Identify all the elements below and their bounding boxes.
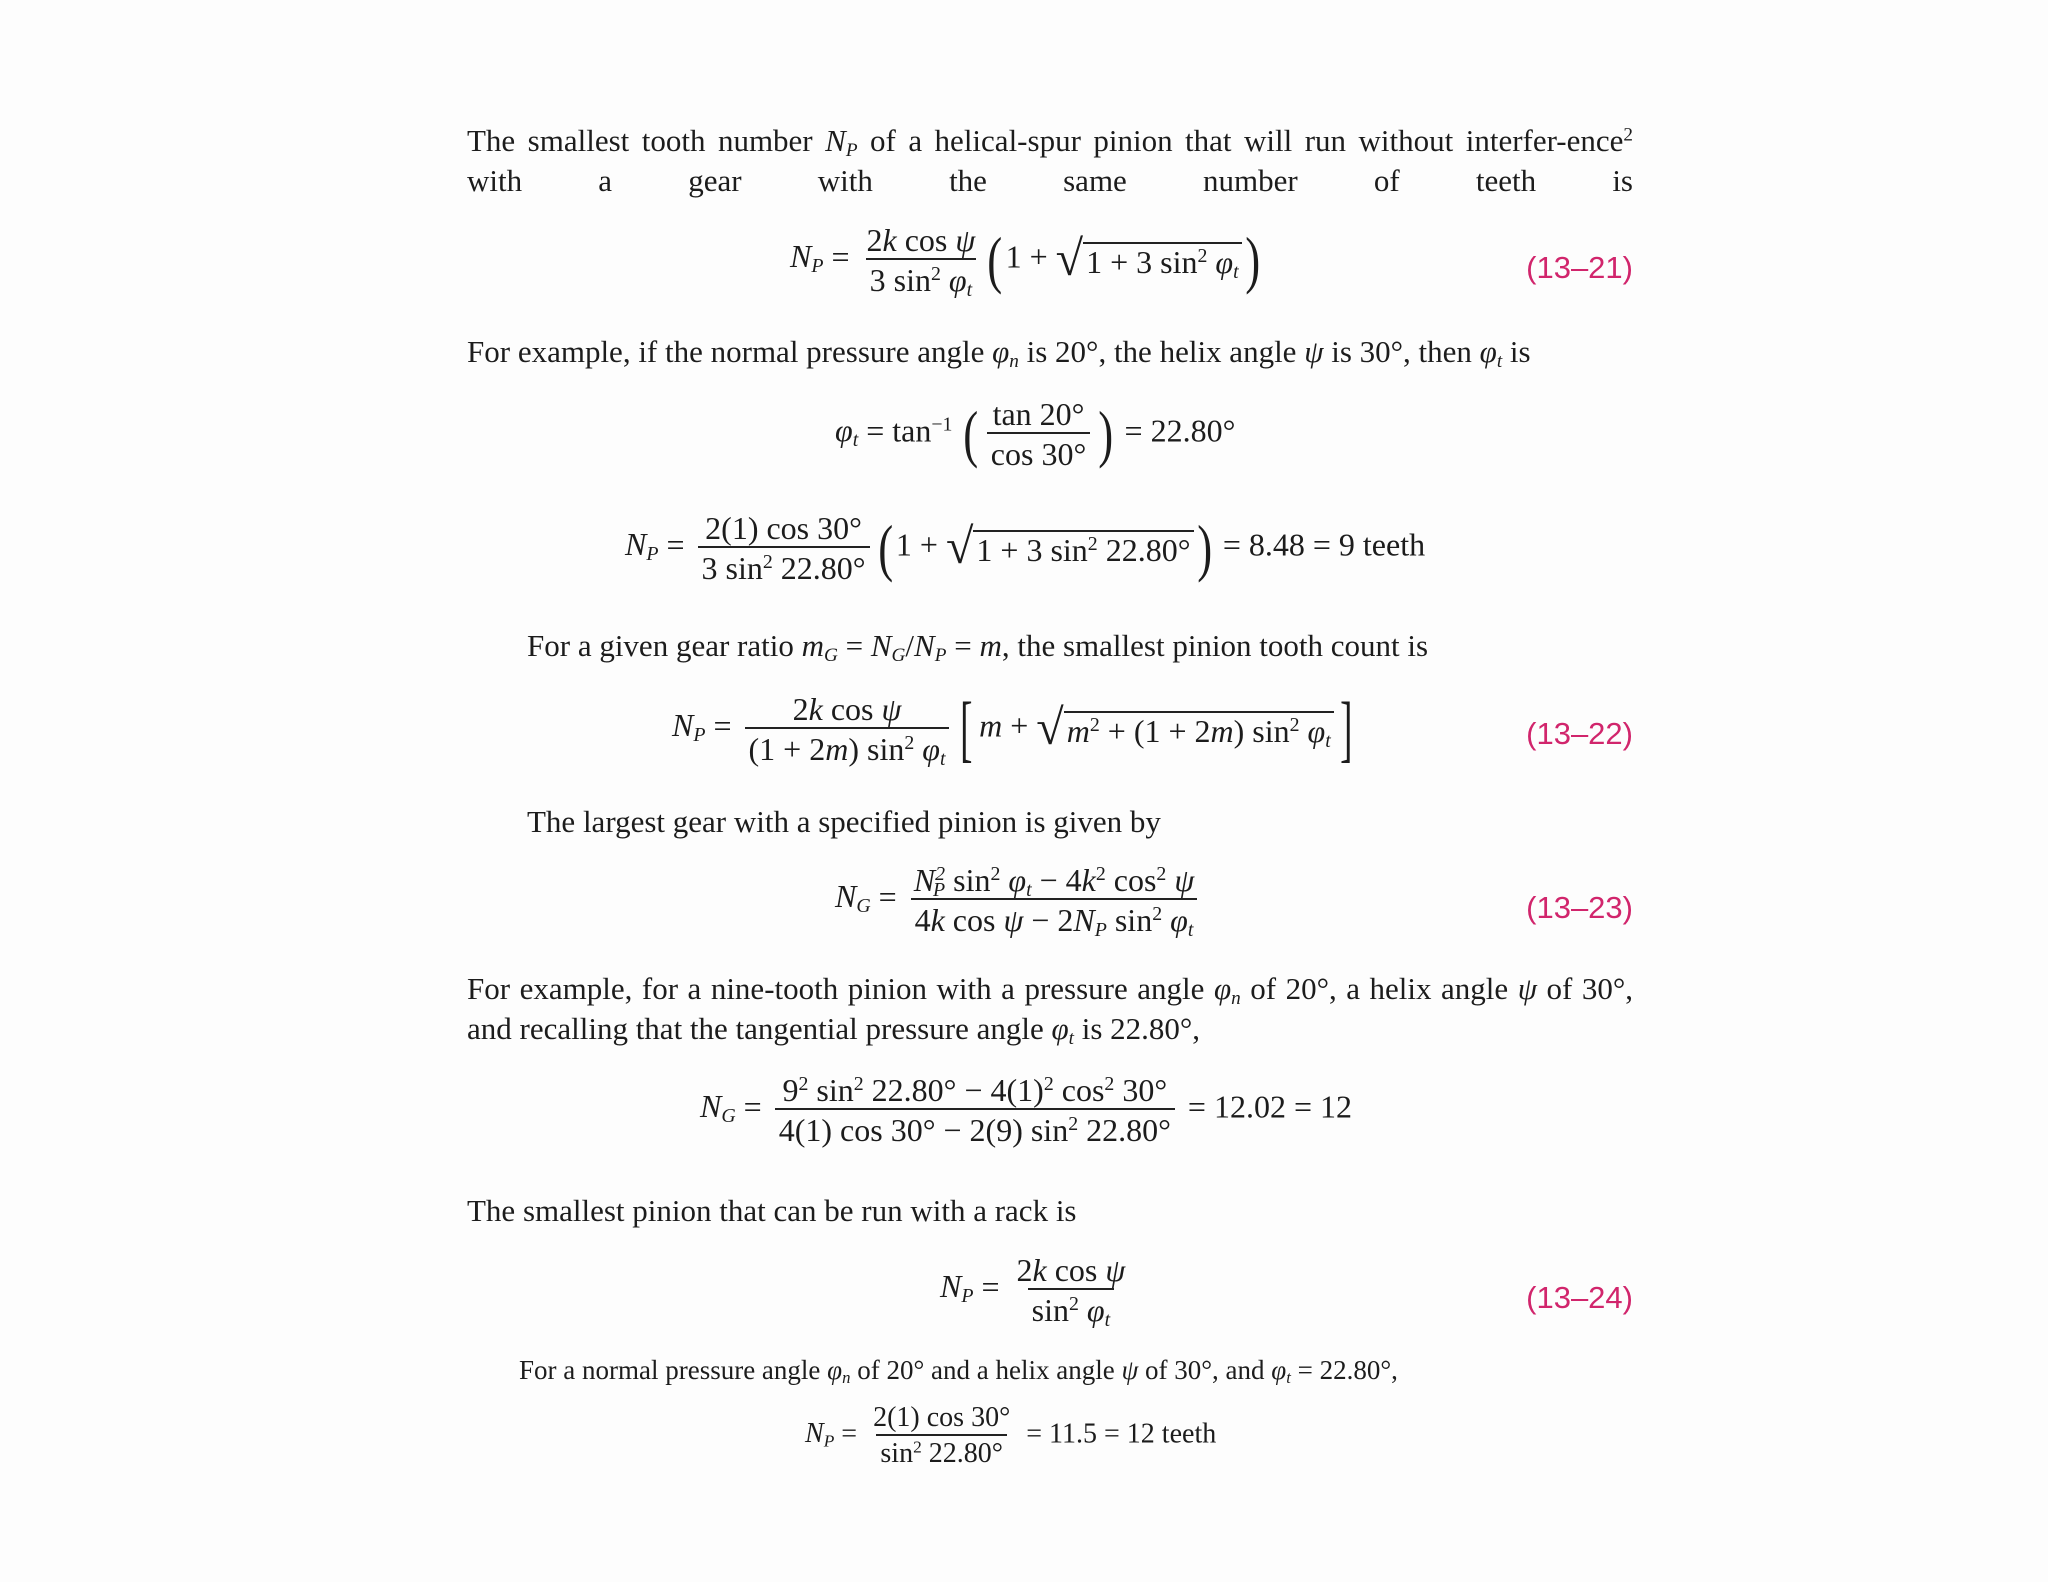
equation-13-22: $N_P$ = $\frac{\text{2k cos ψ}}{(1 + 2m) \sin^2 \varphi_t}$ [ $m + √m^2 + (1 + 2m)$ $\sin^2 \varphi_t$ ] (672, 688, 1353, 770)
paragraph-intro: The smallest tooth number $N_P$ of a helical-spur pinion that will run without interfer-ence$^2$ with a gear with the same number of teeth is (467, 123, 1634, 198)
equation-13-21: $N_P$ = $\frac{\text{2k cos ψ}}{3 \sin^2 \varphi_t}$ (1 + √1 + 3 $\sin^2 \varphi_t$) (790, 222, 1260, 301)
paragraph-rack: The smallest pinion that can be run with a rack is (467, 1193, 1077, 1228)
equation-np-rack-example: $N_P$ = $\frac{2(1) \cos 30^\circ}{\sin^2 22.80^\circ}$ = 11.5 = 12 teeth (805, 1402, 1217, 1469)
paragraph-gear-ratio: For a given gear ratio $m_G = N_G/N_P = m$, the smallest pinion tooth count is (527, 628, 1429, 666)
equation-np-example: $N_P$ = $\frac{2(1) \cos 30^\circ}{3 \sin^2 22.80^\circ}$ (1 + √1 + 3 $\sin^2 22.80^\circ) = 8.48 = 9$ teeth (625, 510, 1426, 586)
footnote-mark: 2 (1623, 124, 1634, 146)
phi-t-result: = 22.80° (1124, 412, 1236, 449)
np-rack-result: = 11.5 = 12 teeth (1026, 1418, 1217, 1450)
paragraph-example-2: For example, for a nine-tooth pinion with a pressure angle $\varphi_n$ of 20°, a helix angle ψ of 30°, and recalling that the tangential pressure angle $\varphi_t$ is 22.80°, (467, 971, 1634, 1049)
equation-13-23: $N_G$ = $\frac{N^2_P \sin^2 \varphi_t - 4k^2 \cos^2 \psi}{4k \cos \psi - 2N_P \sin^2 \varphi_t}$ (835, 864, 1203, 936)
equation-ng-example: $N_G$ = $\frac{9^2 \sin^2 22.80^\circ - 4(1)^2 \cos^2 30^\circ}{4(1) \cos 30^\circ - 2(9) \sin^2 22.80^\circ}$ = 12.02 = 12 (700, 1072, 1352, 1148)
equation-number-13-24: (13–24) (1526, 1280, 1633, 1315)
paragraph-example-3: For a normal pressure angle $\varphi_n$ of 20° and a helix angle ψ of 30°, and $\varphi_t = 22.80^\circ$, (519, 1355, 1398, 1388)
equation-number-13-21: (13–21) (1526, 250, 1633, 285)
paragraph-example-1: For example, if the normal pressure angle $\varphi_n$ is 20°, the helix angle ψ is 30°, then $\varphi_t$ is (467, 334, 1531, 372)
equation-13-24: $N_P$ = $\frac{\text{2k cos ψ}}{\sin^2 \varphi_t}$ (940, 1252, 1126, 1331)
equation-number-13-23: (13–23) (1526, 890, 1633, 925)
equation-phi-t: $\varphi_t = \tan^{-1}$ ( $\frac{\tan 20^\circ}{\cos 30^\circ}$ ) = 22.80° (835, 396, 1236, 472)
ng-example-result: = 12.02 = 12 (1187, 1088, 1352, 1125)
np-example-result: = 8.48 = 9 teeth (1222, 526, 1426, 563)
paragraph-largest-gear: The largest gear with a specified pinion is given by (527, 804, 1161, 839)
equation-number-13-22: (13–22) (1526, 716, 1633, 751)
